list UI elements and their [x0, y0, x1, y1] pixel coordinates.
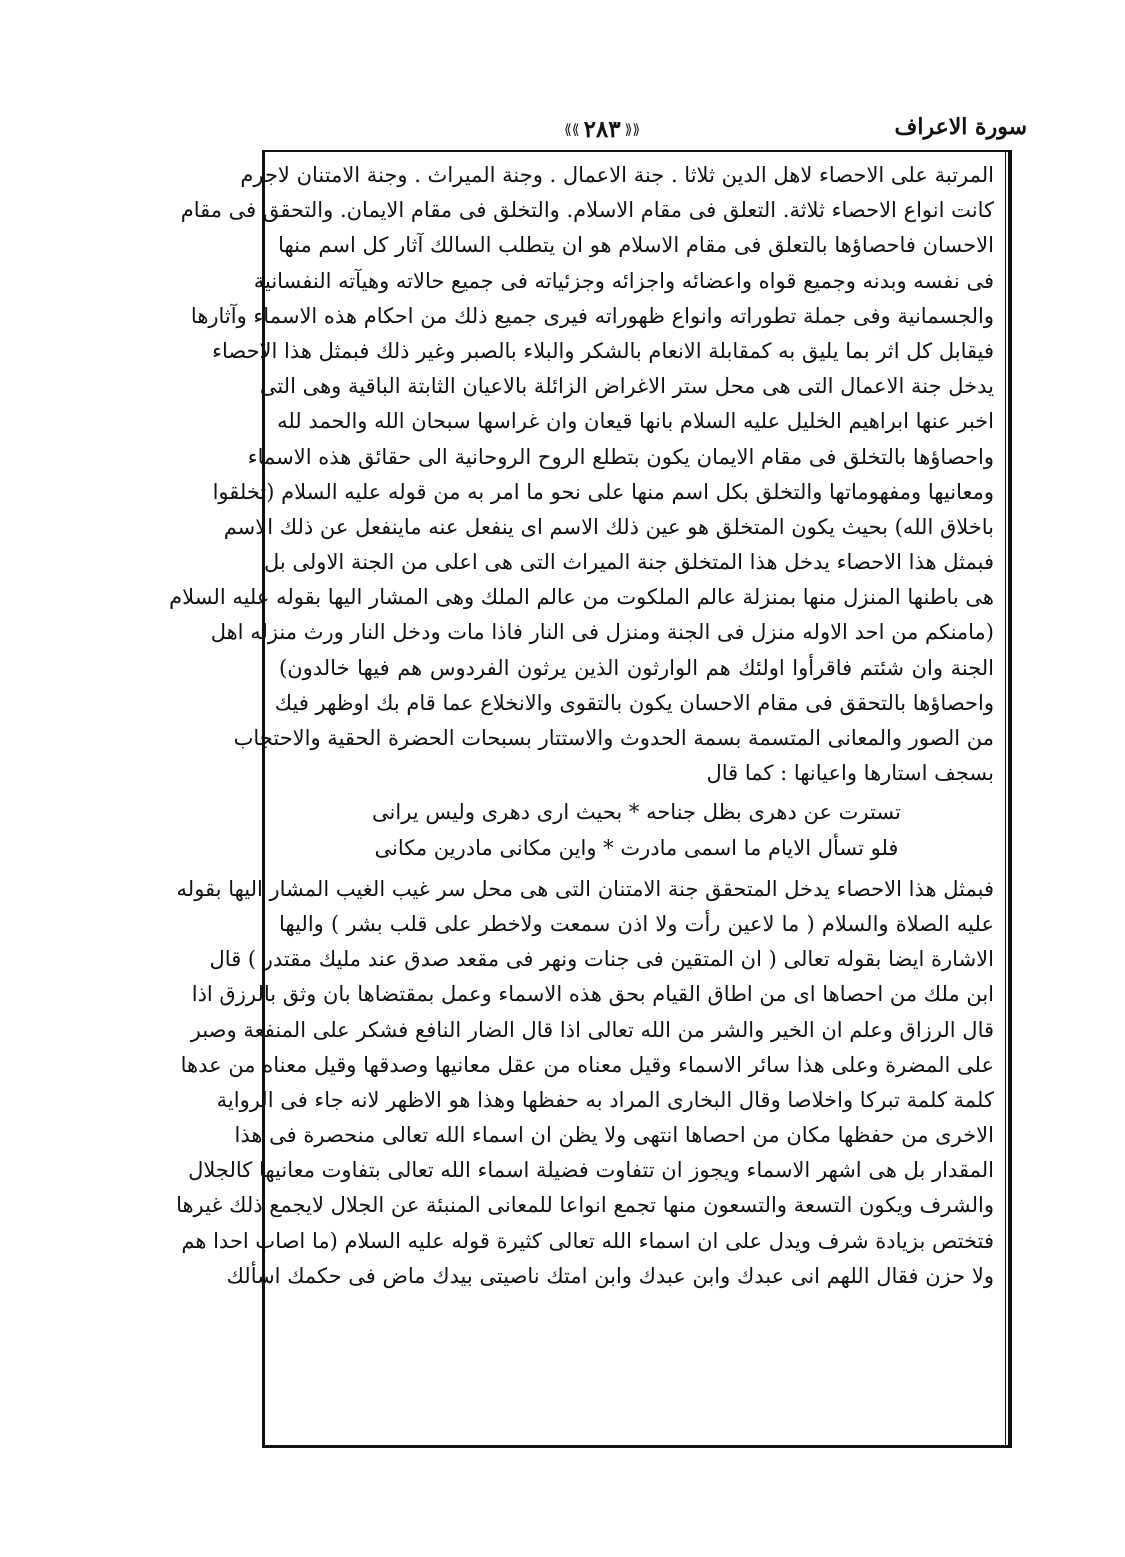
text-line: (مامنكم من احد الاوله منزل فى الجنة ومنزل فى النار فاذا مات ودخل النار ورث منزله اهل — [210, 620, 994, 645]
page-header — [262, 112, 1027, 150]
text-line: فبمثل هذا الاحصاء يدخل هذا المتخلق جنة الميراث التى هى اعلى من الجنة الاولى بل — [263, 550, 994, 575]
text-line: المرتبة على الاحصاء لاهل الدين ثلاثا . جنة الاعمال . وجنة الميراث . وجنة الامتنان لاجرم — [240, 163, 994, 187]
text-line: على المضرة وعلى هذا سائر الاسماء وقيل معناه من عقل معانيها وصدقها وقيل معناه من عدها — [180, 1052, 994, 1077]
page-number-block — [564, 116, 640, 143]
text-line: المقدار بل هى اشهر الاسماء ويجوز ان تتفاوت فضيلة اسماء الله تعالى بتفاوت معانيها كالجلال — [188, 1158, 994, 1183]
ornament-right-icon: ⟫⟫ — [624, 121, 641, 138]
text-line: فتختص بزيادة شرف ويدل على ان اسماء الله تعالى كثيرة قوله عليه السلام (ما اصاب احدا هم — [181, 1228, 994, 1253]
text-line: ومعانيها ومفهوماتها والتخلق بكل اسم منها على نحو ما امر به من قوله عليه السلام (تخلقوا — [212, 479, 994, 504]
text-line: والجسمانية وفى جملة تطوراته وانواع ظهوراته فيرى جميع ذلك من احكام هذه الاسماء وآثارها — [190, 303, 994, 328]
text-frame — [169, 150, 1012, 1448]
text-line: الاشارة ايضا بقوله تعالى ( ان المتقين فى جنات ونهر فى مقعد صدق عند مليك مقتدر ) قال — [209, 947, 994, 972]
text-line: فى نفسه وبدنه وجميع قواه واعضائه واجزائه وجزئياته فى جميع حالاته وهيآته النفسانية — [253, 268, 994, 293]
text-line: يدخل جنة الاعمال التى هى محل ستر الاغراض الزائلة بالاعيان الثابتة الباقية وهى التى — [259, 374, 994, 399]
verse-block — [279, 791, 994, 871]
text-line: فيقابل كل اثر بما يليق به كمقابلة الانعام بالشكر والبلاء بالصبر وغير ذلك فبمثل هذا الاحصاء — [212, 338, 994, 363]
text-line: واحصاؤها بالتخلق فى مقام الايمان يكون بتطلع الروح الروحانية الى حقائق هذه الاسماء — [247, 444, 994, 469]
text-line: عليه الصلاة والسلام ( ما لاعين رأت ولا اذن سمعت ولاخطر على قلب بشر ) واليها — [279, 911, 995, 936]
text-line: من الصور والمعانى المتسمة بسمة الحدوث والاستتار بسبحات الحضرة الحقية والاحتجاب — [233, 726, 994, 750]
text-body — [169, 158, 995, 1294]
page-number: ٢٨٣ — [583, 116, 621, 143]
text-line: قال الرزاق وعلم ان الخير والشر من الله تعالى اذا قال الضار النافع فشكر على المنفعة وصبر — [190, 1017, 994, 1042]
text-line: كانت انواع الاحصاء ثلاثة. التعلق فى مقام الاسلام. والتخلق فى مقام الايمان. والتحقق فى مقام — [180, 198, 994, 223]
text-line: الاخرى من حفظها مكان من احصاها انتهى ولا يظن ان اسماء الله تعالى منحصرة فى هذا — [234, 1123, 994, 1148]
text-line: بسجف استارها واعيانها : كما قال — [706, 761, 994, 786]
text-line: ولا حزن فقال اللهم انى عبدك وابن عبدك وابن امتك ناصيتى بيدك ماض فى حكمك اسألك — [226, 1263, 994, 1288]
surah-name: سورة الاعراف — [894, 114, 1027, 140]
text-line: واحصاؤها بالتحقق فى مقام الاحسان يكون بالتقوى والانخلاع عما قام بك اوظهر فيك — [274, 690, 994, 715]
text-line: الجنة وان شئتم فاقرأوا اولئك هم الوارثون الذين يرثون الفردوس هم فيها خالدون) — [279, 655, 994, 680]
text-line: ابن ملك من احصاها اى من اطاق القيام بحق هذه الاسماء وعمل بمقتضاها بان وثق بالرزق اذا — [191, 982, 994, 1007]
verse-line: فلو تسأل الايام ما اسمى مادرت * واين مكانى مادرين مكانى — [374, 835, 899, 860]
text-line: الاحسان فاحصاؤها بالتعلق فى مقام الاسلام هو ان يتطلب السالك آثار كل اسم منها — [278, 233, 994, 258]
text-line: اخبر عنها ابراهيم الخليل عليه السلام بانها قيعان وان غراسها سبحان الله والحمد لله — [277, 409, 994, 434]
ornament-left-icon: ⟪⟪ — [564, 121, 580, 138]
text-line: والشرف ويكون التسعة والتسعون منها تجمع انواعا للمعانى المنبئة عن الجلال لايجمع ذلك غيرها — [176, 1193, 994, 1218]
verse-line: تسترت عن دهرى بظل جناحه * بحيث ارى دهرى وليس يرانى — [372, 800, 901, 825]
text-line: باخلاق الله) بحيث يكون المتخلق هو عين ذلك الاسم اى ينفعل عنه ماينفعل عن ذلك الاسم — [223, 514, 994, 539]
text-line: هى باطنها المنزل منها بمنزلة عالم الملكوت من عالم الملك وهى المشار اليها بقوله عليه السلام — [169, 585, 994, 610]
text-line: فبمثل هذا الاحصاء يدخل المتحقق جنة الامتنان التى هى محل سر غيب الغيب المشار اليها بقوله — [176, 876, 994, 901]
text-line: كلمة كلمة تبركا واخلاصا وقال البخارى المراد به حفظها وهذا هو الاظهر لانه جاء فى الرواية — [216, 1087, 994, 1112]
